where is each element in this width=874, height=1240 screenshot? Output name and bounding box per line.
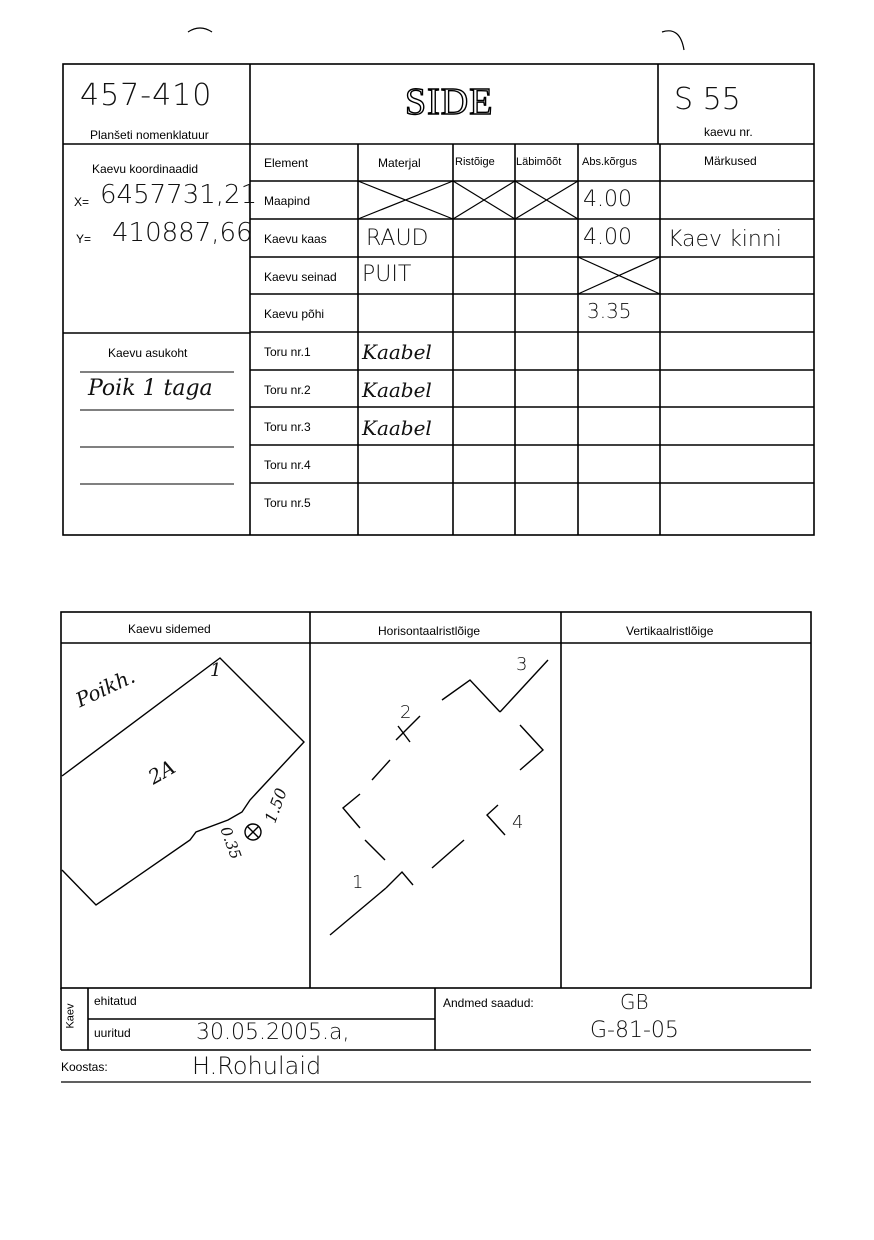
sketch1-street: Poikh. [71,663,139,713]
th-ristloige: Ristõige [455,156,495,168]
drawing-col2-title: Horisontaalristlõige [378,624,481,638]
footer-uuritud-label: uuritud [94,1026,131,1040]
punch-hole-left [188,28,212,32]
punch-hole-right [662,31,684,50]
footer-kaev-label: Kaev [64,1003,77,1029]
row-materjal-value: RAUD [366,226,429,251]
row-element-label: Kaevu kaas [264,232,327,246]
sketch2-label-1: 1 [352,872,364,893]
bottom-form-lines [61,612,811,1082]
row-materjal-value: Kaabel [362,416,432,440]
th-abs-korgus: Abs.kõrgus [582,156,638,168]
sketch1-num: 1 [210,660,222,681]
footer-ehitatud-label: ehitatud [94,994,137,1008]
row-element-label: Toru nr.5 [264,496,311,510]
row-element-label: Kaevu seinad [264,270,337,284]
coord-x-value: 6457731,21 [100,180,258,210]
kaev-number: S 55 [674,82,741,117]
sketch1-house: 2A [143,754,180,790]
th-element: Element [264,156,309,170]
footer-koostas-value: H.Rohulaid [192,1052,322,1080]
th-labimoot: Läbimõõt [516,156,562,168]
coord-y-prefix: Y= [76,232,92,246]
sketch-cross-section [330,660,548,935]
location-label: Kaevu asukoht [108,346,188,360]
row-element-label: Toru nr.2 [264,383,311,397]
coord-x-prefix: X= [74,195,90,209]
sketch2-label-2: 2 [400,702,412,723]
sketch2-label-4: 4 [512,812,524,833]
row-materjal-value: PUIT [362,262,412,287]
row-abs-value: 3.35 [587,299,632,323]
row-materjal-value: Kaabel [362,340,432,364]
coord-y-value: 410887,66 [112,218,253,248]
footer-koostas-label: Koostas: [61,1060,108,1074]
row-element-label: Kaevu põhi [264,307,325,321]
sketch1-dist1: 1.50 [260,785,291,826]
coords-label: Kaevu koordinaadid [92,162,199,176]
footer-andmed-value2: G-81-05 [590,1018,679,1043]
row-materjal-value: Kaabel [362,378,432,402]
sketch2-label-3: 3 [516,654,528,675]
planset-label: Planšeti nomenklatuur [90,128,209,142]
location-value: Poik 1 taga [88,376,213,401]
drawing-col3-title: Vertikaalristlõige [626,624,714,638]
row-abs-value: 4.00 [583,187,632,212]
row-element-label: Toru nr.4 [264,458,311,472]
footer-uuritud-value: 30.05.2005.a, [196,1020,350,1045]
th-materjal: Materjal [378,156,421,170]
row-markused-value: Kaev kinni [668,227,782,252]
drawing-col1-title: Kaevu sidemed [128,622,211,636]
sketch1-dist2: 0.35 [216,824,245,862]
row-element-label: Toru nr.3 [264,420,311,434]
footer-andmed-value1: GB [620,990,649,1014]
th-markused: Märkused [704,154,757,168]
footer-andmed-label: Andmed saadud: [443,996,534,1010]
row-element-label: Maapind [264,194,311,208]
page-title: SIDE [405,81,494,123]
row-abs-value: 4.00 [583,225,632,250]
planset-value: 457-410 [80,78,213,113]
kaev-number-label: kaevu nr. [704,125,753,139]
row-element-label: Toru nr.1 [264,345,311,359]
